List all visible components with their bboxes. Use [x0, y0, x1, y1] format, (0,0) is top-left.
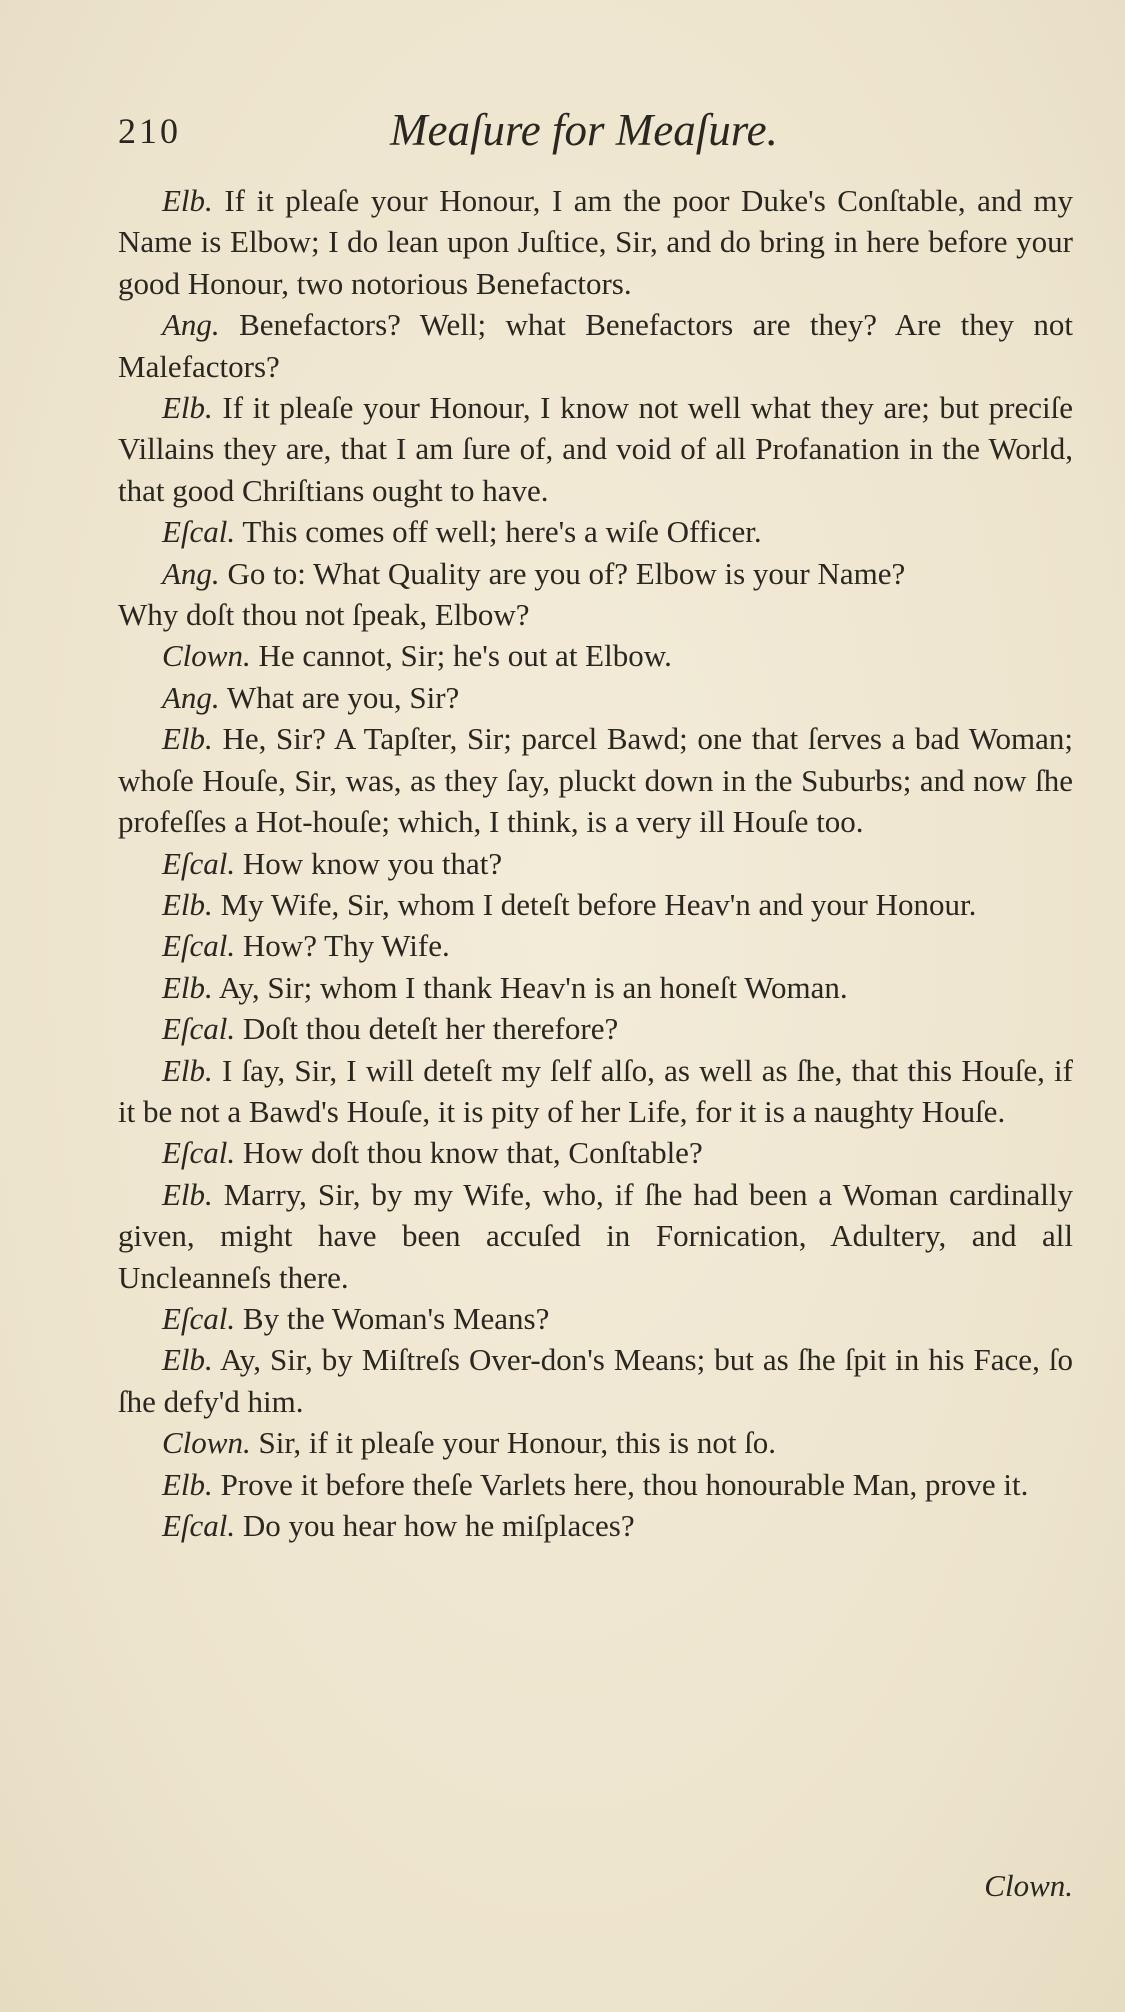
speaker-name: Elb. — [162, 1342, 213, 1378]
speaker-name: Eſcal. — [162, 845, 236, 881]
speaker-name: Ang. — [162, 307, 220, 343]
speech-line — [118, 1298, 1073, 1339]
speaker-name: Elb. — [162, 886, 213, 922]
speech-text: My Wife, Sir, whom I deteſt before Heav'n and your Honour. — [220, 886, 977, 922]
speech-text: Prove it before theſe Varlets here, thou honourable Man, prove it. — [220, 1466, 1029, 1502]
speech-line — [118, 594, 1073, 635]
catchword: Clown. — [984, 1868, 1073, 1903]
speech-line — [118, 1464, 1073, 1505]
speech-text: What are you, Sir? — [226, 679, 460, 715]
speaker-name: Clown. — [162, 638, 251, 674]
speaker-name: Elb. — [162, 1466, 213, 1502]
page-header — [118, 104, 1068, 164]
speech-line — [118, 304, 1073, 387]
speaker-name: Elb. — [162, 390, 213, 426]
speech-text: Do you hear how he miſplaces? — [242, 1508, 635, 1543]
speaker-name: Eſcal. — [162, 1135, 236, 1171]
speech-line — [118, 180, 1073, 304]
speaker-name: Eſcal. — [162, 1011, 236, 1047]
speech-text: Go to: What Quality are you of? Elbow is your Name? — [227, 555, 906, 591]
running-title: Meaſure for Meaſure. — [390, 105, 778, 155]
speech-text: If it pleaſe your Honour, I know not well what they are; but preciſe Villains they are, that I am ſure of, and void of all Profanation in the World, that good Chriſtians ought to have. — [118, 390, 1074, 508]
speaker-name: Elb. — [162, 969, 213, 1005]
speaker-name: Ang. — [162, 679, 220, 715]
speech-text: Doſt thou deteſt her therefore? — [242, 1011, 619, 1047]
speech-text: How know you that? — [242, 845, 503, 881]
speech-line — [118, 1422, 1073, 1463]
speech-line — [118, 511, 1073, 552]
speaker-name: Ang. — [162, 555, 220, 591]
speech-text: By the Woman's Means? — [242, 1300, 550, 1336]
speech-text: Ay, Sir, by Miſtreſs Over-don's Means; but as ſhe ſpit in his Face, ſo ſhe defy'd him. — [118, 1342, 1073, 1419]
speech-text: Marry, Sir, by my Wife, who, if ſhe had been a Woman cardinally given, might have been accuſed in Fornication, Adultery, and all Uncleanneſs there. — [118, 1176, 1073, 1295]
speaker-name: Eſcal. — [162, 514, 236, 550]
speech-text: I ſay, Sir, I will deteſt my ſelf alſo, as well as ſhe, that this Houſe, if it be not a Bawd's Houſe, it is pity of her Life, for it is a naughty Houſe. — [118, 1052, 1073, 1129]
speaker-name: Elb. — [162, 183, 213, 218]
speech-line — [118, 1174, 1073, 1298]
speech-text: Sir, if it pleaſe your Honour, this is not ſo. — [258, 1425, 777, 1461]
speaker-name: Elb. — [162, 1176, 213, 1212]
speech-line — [118, 387, 1073, 511]
speech-text: He, Sir? A Tapſter, Sir; parcel Bawd; one that ſerves a bad Woman; whoſe Houſe, Sir, was, as they ſay, pluckt down in the Suburbs; and now ſhe profeſſes a Hot-houſe; which, I think, is a very ill Houſe too. — [118, 721, 1074, 840]
speech-line — [118, 1008, 1073, 1049]
speech-line — [118, 1339, 1073, 1422]
speech-text: Ay, Sir; whom I thank Heav'n is an honeſt Woman. — [218, 969, 848, 1005]
play-text — [118, 180, 1073, 1546]
speech-line — [118, 1050, 1073, 1133]
speech-line — [118, 967, 1073, 1008]
speaker-name: Elb. — [162, 721, 213, 757]
speech-line — [118, 1505, 1073, 1546]
speaker-name: Eſcal. — [162, 928, 236, 964]
speaker-name: Clown. — [162, 1425, 251, 1461]
speech-line — [118, 843, 1073, 884]
speech-line — [118, 718, 1073, 842]
speech-line — [118, 1132, 1073, 1173]
speech-text: Benefactors? Well; what Benefactors are they? Are they not Malefactors? — [118, 307, 1074, 384]
speech-line — [118, 677, 1073, 718]
speech-line — [118, 635, 1073, 676]
speech-text: This comes off well; here's a wiſe Officer. — [242, 514, 762, 550]
speech-text: Why doſt thou not ſpeak, Elbow? — [118, 597, 530, 633]
speech-text: He cannot, Sir; he's out at Elbow. — [258, 638, 672, 674]
speech-line — [118, 925, 1073, 966]
speaker-name: Elb. — [162, 1052, 213, 1088]
speech-text: How doſt thou know that, Conſtable? — [242, 1135, 703, 1171]
speech-line — [118, 553, 1073, 594]
speaker-name: Eſcal. — [162, 1300, 236, 1336]
speech-text: How? Thy Wife. — [242, 928, 450, 964]
speaker-name: Eſcal. — [162, 1508, 236, 1543]
page-number: 210 — [118, 111, 181, 151]
speech-text: If it pleaſe your Honour, I am the poor Duke's Conſtable, and my Name is Elbow; I do lean upon Juſtice, Sir, and do bring in here before your good Honour, two notorious Benefactors. — [118, 183, 1074, 301]
speech-line — [118, 884, 1073, 925]
